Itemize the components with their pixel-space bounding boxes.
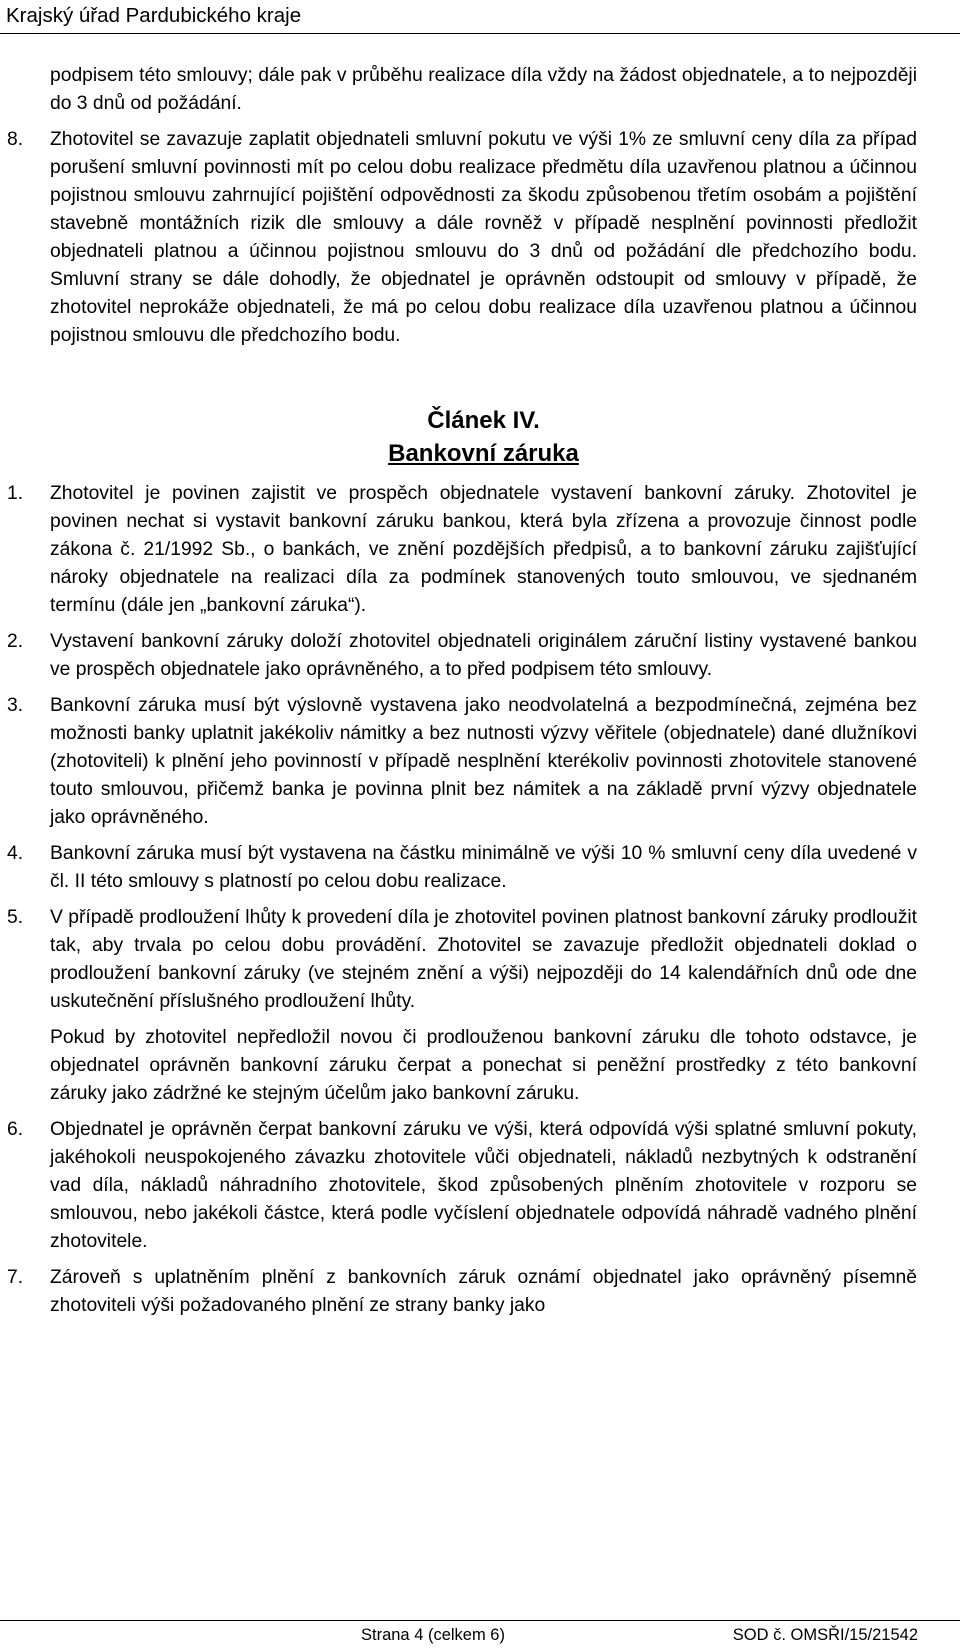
item-text: Zhotovitel se zavazuje zaplatit objednateli smluvní pokutu ve výši 1% ze smluvní ceny díla za případ porušení smluvní povinnosti mít po celou dobu realizace předmětu díla uzavřenou platnou a účinnou pojistnou smlouvu zahrnující pojištění odpovědnosti za škodu způsobenou třetím osobám a pojištění stavebně montážních rizik dle smlouvy a dále rovněž v případě nesplnění povinnosti předložit objednateli platnou a účinnou pojistnou smlouvu do 3 dnů od požádání dle předchozího bodu. Smluvní strany se dále dohodly, že objednatel je oprávněn odstoupit od smlouvy v případě, že zhotovitel neprokáže objednateli, že má po celou dobu realizace díla uzavřenou platnou a účinnou pojistnou smlouvu dle předchozího bodu.: [50, 129, 917, 346]
page-footer: [0, 1620, 960, 1650]
item-number: 4.: [7, 843, 24, 864]
item-number: 5.: [7, 907, 24, 928]
list-item: [7, 904, 917, 1108]
list-item: [7, 840, 917, 896]
item-number: 1.: [7, 483, 24, 504]
article-heading: [50, 404, 917, 470]
item-text: V případě prodloužení lhůty k provedení díla je zhotovitel povinen platnost bankovní záruky prodloužit tak, aby trvala po celou dobu provádění. Zhotovitel se zavazuje předložit objednateli doklad o prodloužení bankovní záruky (ve stejném znění a výši) nejpozději do 14 kalendářních dnů ode dne uskutečnění příslušného prodloužení lhůty.: [50, 907, 917, 1012]
page-header: [0, 0, 960, 34]
item-number: 3.: [7, 695, 24, 716]
item-number: 7.: [7, 1267, 24, 1288]
list-item: [7, 480, 917, 620]
continuation-paragraph: podpisem této smlouvy; dále pak v průběhu realizace díla vždy na žádost objednatele, a to nejpozději do 3 dnů od požádání.: [50, 65, 917, 114]
item-text: Zároveň s uplatněním plnění z bankovních záruk oznámí objednatel jako oprávněný písemně zhotoviteli výši požadovaného plnění ze strany banky jako: [50, 1267, 917, 1316]
item-text: Objednatel je oprávněn čerpat bankovní záruku ve výši, která odpovídá výši splatné smluvní pokuty, jakéhokoli neuspokojeného závazku zhotovitele vůči objednateli, nákladů nezbytných k odstranění vad díla, nákladů náhradního zhotovitele, škod způsobených plněním zhotovitele v rozporu se smlouvou, nebo jakékoli částce, která podle vyčíslení objednatele odpovídá náhradě vadného plnění zhotovitele.: [50, 1119, 917, 1252]
list-item: [7, 1116, 917, 1256]
item-text: Zhotovitel je povinen zajistit ve prospěch objednatele vystavení bankovní záruky. Zhotovitel je povinen nechat si vystavit bankovní záruku bankou, která byla zřízena a provozuje činnost podle zákona č. 21/1992 Sb., o bankách, ve znění pozdějších předpisů, a to bankovní záruku zajišťující nároky objednatele na realizaci díla za podmínek stanovených touto smlouvou, ve sjednaném termínu (dále jen „bankovní záruka“).: [50, 483, 917, 616]
header-title: Krajský úřad Pardubického kraje: [6, 4, 302, 27]
document-body: [7, 62, 917, 1320]
list-item: [7, 1264, 917, 1320]
document-reference: SOD č. OMSŘI/15/21542: [732, 1626, 918, 1644]
item-number: 8.: [7, 129, 24, 150]
list-item: [7, 628, 917, 684]
list-item-8: [7, 126, 917, 350]
article-title: Bankovní záruka: [388, 440, 579, 467]
item-text: Bankovní záruka musí být výslovně vystavena jako neodvolatelná a bezpodmínečná, zejména bez možnosti banky uplatnit jakékoliv námitky a bez nutnosti výzvy věřitele (objednatele) dané dlužníkovi (zhotoviteli) k plnění jeho povinností v případě nesplnění kterékoliv povinnosti zhotovitele stanovené touto smlouvou, přičemž banka je povinna plnit bez námitek a na základě první výzvy objednatele jako oprávněného.: [50, 695, 917, 828]
list-item: [7, 692, 917, 832]
item-number: 6.: [7, 1119, 24, 1140]
item-text: Vystavení bankovní záruky doloží zhotovitel objednateli originálem záruční listiny vystavené bankou ve prospěch objednatele jako oprávněného, a to před podpisem této smlouvy.: [50, 631, 917, 680]
item-number: 2.: [7, 631, 24, 652]
page-number: Strana 4 (celkem 6): [361, 1626, 505, 1644]
item-text: Bankovní záruka musí být vystavena na částku minimálně ve výši 10 % smluvní ceny díla uvedené v čl. II této smlouvy s platností po celou dobu realizace.: [50, 843, 917, 892]
item-extra-paragraph: Pokud by zhotovitel nepředložil novou či prodlouženou bankovní záruku dle tohoto odstavce, je objednatel oprávněn bankovní záruku čerpat a ponechat si peněžní prostředky z této bankovní záruky jako zádržné ke stejným účelům jako bankovní záruku.: [50, 1027, 917, 1104]
article-number: Článek IV.: [427, 407, 540, 434]
